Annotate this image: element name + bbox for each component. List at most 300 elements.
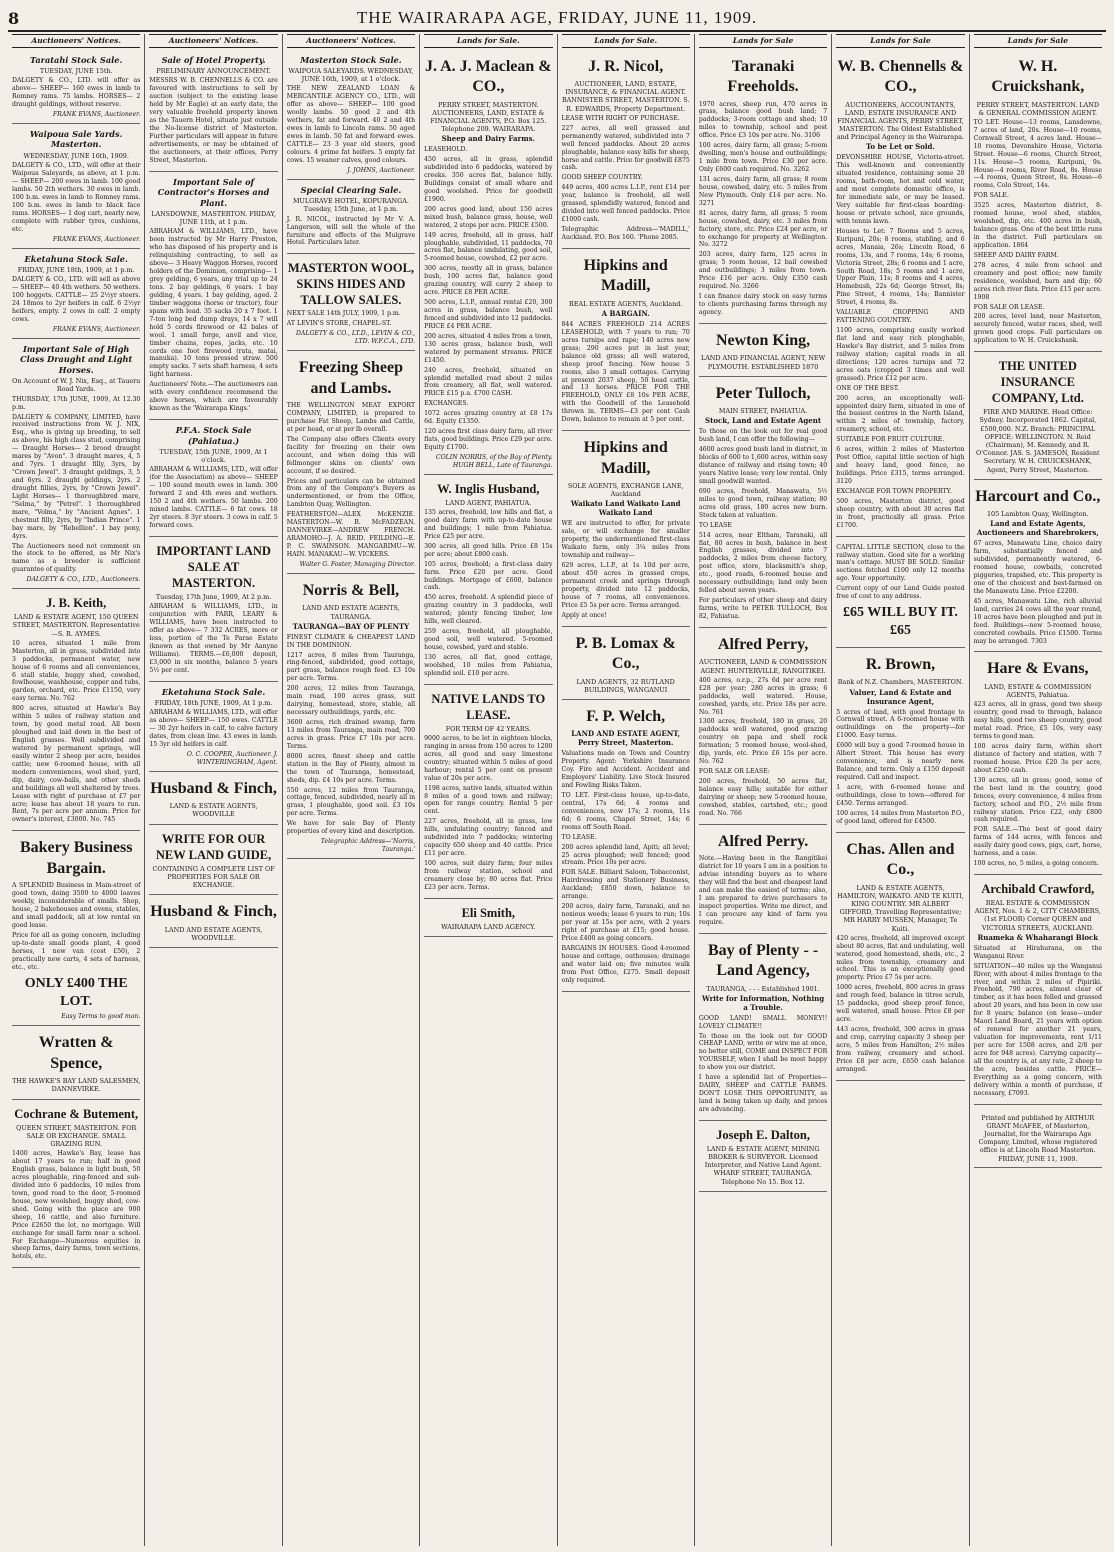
ad-paragraph: 130 acres, all in grass; good, some of the best land in the country, good fences, every convenience, 4 miles from factory, school and P.O., 2½ mile from railway station. Price £22, only £800 cash required. <box>973 776 1102 824</box>
ad-paragraph: 203 acres, dairy farm, 125 acres in grass; 5 room house, 12 bail cowshed and outbuildings; 3 miles from town. Price £16 per acre. Only £350 cash required. No. 3266 <box>698 251 828 291</box>
ad-subheading: LAND AND ESTATE AGENTS, TAURANGA. <box>302 604 400 621</box>
ad-heading: Newton King, <box>715 331 811 349</box>
ad-heading: Freezing Sheep and Lambs. <box>298 359 403 397</box>
advertisement <box>699 326 827 377</box>
ad-subheading: WAIRARAPA LAND AGENCY. <box>441 922 536 931</box>
ad-paragraph: Valuations made on Town and Country Property. Agent: Yorkshire Insurance Coy. Fire and Accident. Accident and Employers' Liability. Live Stock Insured and Fowling Risks Taken. <box>561 750 690 790</box>
ad-paragraph: 450 acres, freehold. A splendid piece of grazing country in 3 paddocks, well watered; plenty fencing timber, low hills, well cleared. <box>424 594 553 626</box>
ad-paragraph: 420 acres, freehold, all improved except about 80 acres, flat and undulating, well watered, good homestead, sheds, etc., 2 miles from township, creamery and school. This is an exceptionally good property. Price £7 5s per acre. <box>836 934 965 982</box>
ad-paragraph: TO LEASE. <box>561 833 597 841</box>
ad-heading: J. A. J. Maclean & CO., <box>424 57 552 96</box>
ad-heading: F. P. Welch, <box>586 707 666 725</box>
ad-paragraph: FINEST CLIMATE & CHEAPEST LAND IN THE DOMINION. <box>286 633 416 649</box>
ad-paragraph: 3525 acres, Masterton district, 8-roomed house, wool shed, stables, woolshed, dip, etc. 400 acres in bush, balance grass. One of the best little runs in the district. Full particulars on application. 1864 <box>973 202 1102 249</box>
advertisement <box>287 576 415 859</box>
advertisement <box>12 1028 140 1099</box>
ad-subheading: PERRY STREET, MASTERTON. AUCTIONEERS, LAND, ESTATE & FINANCIAL AGENTS, P.O. Box 125. Telephone 209. WAIRARAPA. <box>430 100 547 134</box>
advertisement <box>12 1102 140 1269</box>
advertisement <box>562 52 690 249</box>
ad-subheading: THE HAWKE'S BAY LAND SALESMEN, DANNEVIRKE. <box>12 1077 141 1094</box>
ad-subheading: MULGRAVE HOTEL, KOPURANGA. Tuesday, 15th June, at 1 p.m. <box>292 197 409 214</box>
ad-heading: Important Sale of Contractor's Horses and Plant. <box>157 176 270 208</box>
advertisement <box>836 539 964 648</box>
masthead <box>8 6 1106 32</box>
ad-paragraph: 450 acres, all in grass, splendid subdivided into 6 paddocks, watered by creeks. 350 acres flat, balance hilly. Buildings consist of small whare and good woolshed. Price for goodwill £1900. <box>424 156 553 203</box>
column-heading: Lands for Sale. <box>424 34 552 48</box>
ad-price-banner: ONLY £400 THE LOT. <box>24 975 128 1009</box>
advertisement <box>287 256 415 351</box>
column-heading: Lands for Sale <box>699 34 827 48</box>
ad-subheading: On Account of W. J. Nix, Esq., at Taueru Road Yards. <box>12 377 141 394</box>
ad-signature: O. C. COOPER, Auctioneer. J. WINTERINGHAM, Agent. <box>186 750 278 766</box>
ad-signature: Easy Terms to good man. <box>61 1013 141 1021</box>
ad-heading: Eketahuna Stock Sale. <box>24 253 128 264</box>
ad-bold-subheading: Waikato Land Waikato Land Waikato Land <box>570 499 681 518</box>
ad-heading: Bay of Plenty - - Land Agency, <box>707 941 819 980</box>
ad-subheading: CONTAINING A COMPLETE LIST OF PROPERTIES FOR SALE OR EXCHANGE. <box>152 864 275 889</box>
column-2 <box>145 34 282 1546</box>
ad-subheading: Bank of N.Z. Chambers, MASTERTON. <box>837 678 964 687</box>
ad-paragraph: 200 acres, situated 4 miles from a town, 130 acres grass, balance bush, well watered by permanent streams. PRICE £1450. <box>424 332 553 364</box>
ad-signature: FRANK EVANS, Auctioneer. <box>52 235 141 243</box>
ad-paragraph: 200 acres good land, about 150 acres mixed bush, balance grass, house, well watered, 2 stops per acre. PRICE £500. <box>424 205 553 229</box>
ad-signature: Telegraphic Address—'Norris, Tauranga.' <box>320 838 416 854</box>
ad-bold-subheading: LAND AND ESTATE AGENT, Perry Street, Masterton. <box>571 729 681 748</box>
ad-price-banner: £65 WILL BUY IT. £65 <box>842 605 958 639</box>
advertisement <box>699 827 827 934</box>
ad-paragraph: Prices and particulars can be obtained from any of the Company's Buyers as undermentioned, or from the Office, Lambton Quay, Wellington. <box>286 477 416 509</box>
imprint-footer: Printed and published by ARTHUR GRANT McAFEE, of Masterton, Journalist, for the Wairarapa Age Company, Limited, whose registered office is at Lincoln Road Masterton. FRIDAY, JUNE 11, 1909. <box>978 1113 1098 1163</box>
ad-paragraph: LEASEHOLD. <box>424 146 468 154</box>
ad-heading: Husband & Finch, <box>150 903 277 921</box>
advertisement <box>12 341 140 589</box>
ad-paragraph: 800 acres, situated at Hawke's Bay within 5 miles of railway station and town, by good metal road. All been ploughed and laid down in the best of English grasses. Well subdivided and watered by permanent springs, will easily winter 2 sheep per acre, besides cattle; new 6-roomed house, with all modern conveniences, wool shed, yard, dip, dairy, cow-bails, and other sheds and buildings all well sheltered by trees. Lease with right of purchase at £7 per acre; lease has about 18 years to run. Rent, 7s per acre per annum. Price for owner's interest, £3000. No. 745 <box>12 705 141 824</box>
advertisement <box>836 52 964 537</box>
ad-paragraph: 400 acres, o.r.p., 27s 6d per acre rent £28 per year; 280 acres in grass; 6 paddocks, well watered. House, cowshed, yards, etc. Price 18s per acre. No. 761 <box>698 676 828 716</box>
ad-heading: NATIVE LANDS TO LEASE. <box>431 691 546 722</box>
ad-subheading: LAND & ESTATE AGENT, MINING BROKER & SURVEYOR. Licensed Interpreter, and Native Land Agent. WHARF STREET, TAURANGA. Telephone No 15. Box 12. <box>704 1144 822 1186</box>
ad-paragraph: 1970 acres, sheep run, 470 acres in grass, balance good bush land; 7 paddocks; 3-room cottage and shed; 10 miles to township, school and post office. Price £3 10s per acre. No. 3106 <box>698 100 828 140</box>
ad-paragraph: The Auctioneers need not comment on the stock to be offered, as Mr Nix's name as a breeder is sufficient guarantee of quality. <box>12 542 141 574</box>
ad-heading: Hipkins and Madill, <box>583 439 668 477</box>
ad-subheading: Tuesday, 17th June, 1909, At 2 p.m. <box>155 592 272 601</box>
ad-subheading: TAURANGA, - - - Established 1901. <box>706 984 820 993</box>
advertisement <box>149 897 277 948</box>
ad-bold-subheading: Land and Estate Agents, Auctioneers and Sharebrokers, <box>976 519 1099 538</box>
ad-paragraph: Telegraphic Address—'MADILL,' Auckland. P.O. Box 160. 'Phone 2085. <box>561 226 690 241</box>
ad-paragraph: 100 acres, 14 miles from Masterton P.O., of good land, offered for £4500. <box>836 809 965 825</box>
ad-paragraph: 200 acres, dairy farm, Taranaki, and no noxious weeds; lease 6 years to run; 10s per year at 15s per acre, with 2 years right of purchase at £15; good house. Price £400 as going concern. <box>561 903 690 942</box>
ad-paragraph: 100 acres, dairy farm, all grass; 5-room dwelling, men's house and outbuildings; 1 mile from town. Price £30 per acre. Only £600 cash required. No. 3262 <box>698 142 828 174</box>
advertisement <box>836 650 964 833</box>
ad-paragraph: 259 acres, freehold, all ploughable, good soil, well watered. 5-roomed house, cowshed, yard and stable. <box>424 628 553 652</box>
ad-subheading: LAND & ESTATE AGENTS, WOODVILLE <box>169 802 258 819</box>
ad-paragraph: Auctioneers' Note.—The auctioneers can with every confidence recommend the above horses, which are favourably known as the 'Wairarapa Kings.' <box>149 381 278 413</box>
ad-paragraph: 100 acres, suit dairy farm; four miles from railway station, school and creamery close by; 80 acres flat. Price £23 per acre. Terms. <box>424 860 553 891</box>
ad-subheading: WAIPOUA SALEYARDS. WEDNESDAY, JUNE 16th, 1909, at 1 o'clock. <box>288 67 414 84</box>
advertisement <box>149 684 277 772</box>
ad-paragraph: 105 acres, freehold; a first-class dairy farm. Price £20 per acre. Good buildings. Mortgage of £600, balance cash. <box>424 560 553 592</box>
advertisement <box>149 539 277 682</box>
ad-subheading: LAND AND FINANCIAL AGENT, NEW PLYMOUTH. ESTABLISHED 1870 <box>700 354 826 371</box>
ad-paragraph: 200 acres, level land, near Masterton, securely fenced, water races, shed, well grown good crops. Full particulars on application to W. H. Cruickshank. <box>973 313 1102 345</box>
advertisement <box>699 936 827 1121</box>
advertisement <box>562 629 690 700</box>
advertisement <box>149 774 277 825</box>
ad-subheading: REAL ESTATE & COMMISSION AGENT, Nos. 1 & 2, CITY CHAMBERS, (1st FLOOR) Corner QUEEN and VICTORIA STREETS, AUCKLAND. <box>974 899 1101 932</box>
ad-paragraph: 1 acre, with 6-roomed house and outbuildings, close to town—offered for £450. Terms arranged. <box>836 783 965 807</box>
ad-bold-subheading: Sheep and Dairy Farms. <box>441 134 536 144</box>
ad-heading: J. B. Keith, <box>46 596 107 611</box>
advertisement <box>287 52 415 180</box>
ad-paragraph: A SPLENDID Business in Main-street of good town, doing 3500 to 4000 loaves weekly, inconsiderable of smalls. Shop, house, 2 bakehouses and ovens, stables, and small paddock, all at low rental on good lease. <box>12 882 141 929</box>
ad-subheading: LAND & ESTATE AGENT, 150 QUEEN STREET, MASTERTON. Representative—S. R. AYMES. <box>12 613 140 638</box>
ad-paragraph: To those on the look out for GOOD CHEAP LAND, write or wire me at once, no better still, COME and INSPECT FOR YOURSELF, when I shall be most happy to show you our district. <box>698 1032 828 1072</box>
column-7 <box>832 34 969 1546</box>
ad-paragraph: CAPITAL LITTLE SECTION, close to the railway station. Good site for a working man's cottage. MUST BE SOLD. Similar sections fetched £100 only 12 months ago. Your opportunity. <box>836 543 965 583</box>
ad-paragraph: 3600 acres, rich drained swamp, farm 13 miles from Tauranga, main road, 700 acres in grass. Price £7 10s per acre. Terms. <box>286 719 416 750</box>
ad-paragraph: DALGETY & COMPANY, LIMITED, have received instructions from W. J. NIX, Esq., who is giving up breeding, to sell as above, his high class stud, comprising— Draught Horses— 2 brood draught mares by "Avon". 3 draught mares, 4, 5 and 7yrs. 1 draught filly, 3yrs, by "Crown Jewel". 3 draught geldings, 3, 5 and 6yrs. 2 draught geldings, 2yrs. 2 draught fillies, 2yrs, by "Crown Jewel". Light Horses— 1 thoroughbred mare, "Selma," by "Petrel". 1 thoroughbred mare, "Volma," by "Ancient Agnes". 1 chestnut filly, 2yrs, by "Indian Prince". 1 bay mare, by "Rebellion". 1 bay pony, 4yrs. <box>12 413 141 540</box>
column-1 <box>8 34 145 1546</box>
ad-paragraph: ABRAHAM & WILLIAMS, LTD., have been instructed by Mr Harry Preston, who has disposed of his property and is relinquishing contracting, to sell as above— 3 Heavy Waggon Horses, record holders of the Dominion, comprising— 1 grey gelding, 6 years, any trial up to 24 tons. 2 bay geldings, 6 years. 1 bay gelding, 4 years. 1 bay gelding, aged. 2 timber waggons (horse or tractor), four spans with lead. 35 sacks 20 x 7 foot. 1 7-ton long bed dump drays, 14 x 7 will hold 5 cords firewood or 42 bales of wool. 1 small forge, anvil and vice, timber chains, ropes, jacks, etc. 10 cords one foot firewood (rata, matai, manuka). 10 tons pressed straw. 500 empty sacks. 7 sets shaft harness, 4 sets light harness. <box>149 228 278 379</box>
advertisement <box>974 354 1102 480</box>
ad-paragraph: DEVONSHIRE HOUSE, Victoria-street. This well-known and conveniently situated residence, containing some 20 rooms, bath-room, hot and cold water, and most complete domestic office, is for immediate sale, or may be leased. Very suitable for first-class boarding-house or private school, nice grounds, with tennis lawn. <box>836 154 965 225</box>
advertisement <box>562 433 690 626</box>
advertisement <box>149 52 277 172</box>
ad-paragraph: DALGETY & CO., LTD. will sell as above— SHEEP— 40 4th wethers. 50 wethers. 100 hoggets. CATTLE— 25 2½yr steers. 24 18mos to 2yr heifers in calf. 6 2½yr heifers, empty. 2 cows in calf. 2 empty cows. <box>12 276 141 323</box>
ad-paragraph: 200 acres, 12 miles from Tauranga, main road, 100 acres grass, suit dairying, homestead, store, stable, all necessary outbuildings, yards, etc. <box>286 685 416 717</box>
ad-paragraph: ONE OF THE BEST. <box>836 384 900 392</box>
ad-heading: P.F.A. Stock Sale (Pahiatua.) <box>175 425 252 446</box>
column-3 <box>283 34 420 1546</box>
ad-heading: W. Inglis Husband, <box>437 481 540 496</box>
ad-bold-subheading: Valuer, Land & Estate and Insurance Agent, <box>849 687 952 706</box>
ad-heading: P. B. Lomax & Co., <box>575 634 676 673</box>
advertisement <box>699 52 827 324</box>
ad-paragraph: FOR SALE OR LEASE. <box>973 303 1045 311</box>
column-5 <box>558 34 695 1546</box>
ad-signature: DALGETY & CO., LT.D., LEVIN & CO., LTD. W.F.C.A., LTD. <box>295 330 416 346</box>
advertisement <box>149 422 277 537</box>
ad-paragraph: 1000 acres, freehold, 800 acres in grass and rough feed, balance in titree scrub, 15 paddocks, good sheep proof fence, well watered, small house. Price £8 per acre. <box>836 984 965 1024</box>
ad-paragraph: BARGAINS IN HOUSES. Good 4-roomed house and cottage, outhouses; drainage and water laid on; five minutes walk from Post Office, £275. Small deposit only required. <box>561 944 690 984</box>
ad-paragraph: THURSDAY, 17th JUNE, 1909, At 12.30 p.m. <box>12 395 141 411</box>
ad-paragraph: 629 acres, L.I.P., at 1s 10d per acre, about 450 acres in grassed crops, permanent creek and springs through property, divided into 12 paddocks, house of 7 rooms, all conveniences. Price £5 5s per acre. Terms arranged. <box>561 562 690 609</box>
advertisement <box>699 630 827 825</box>
ad-signature: DALGETY & CO., LTD., Auctioneers. <box>26 576 141 584</box>
ad-subheading: QUEEN STREET, MASTERTON. FOR SALE OR EXCHANGE. SMALL GRAZING RUN. <box>16 1123 137 1149</box>
ad-paragraph: 844 ACRES FREEHOLD 214 ACRES LEASEHOLD, with 7 years to run; 70 acres turnips and rape; 140 acres new grass; 290 acres put in last year, balance old grass; all well watered, sheep proof fencing. New house 5 rooms, also 3 small cottages. Carrying at present 2037 sheep, 50 head cattle, and 13 horses. PRICE FOR THE FREEHOLD, ONLY £8 10s PER ACRE, with the Goodwill of the Leasehold thrown in. TERMS—£3 per cent Cash Down, balance to remain at 5 per cent. <box>561 320 690 424</box>
ad-paragraph: 200 acres splendid land, Apiti; all level; 25 acres ploughed; well fenced; good stream. Price 10s per acre. <box>561 843 690 867</box>
ad-paragraph: 690 acres, freehold, Manawatu, 5½ miles to good town, railway station; 80 acres old grass, 180 acres new burn. Stock taken at valuation. <box>698 487 828 519</box>
advertisement <box>12 833 140 1026</box>
ad-paragraph: 449 acres, 400 acres L.I.P., rent £14 per year, balance is freehold, all well grassed, splendidly watered, fenced and divided into well fenced paddocks. Price £1000 cash. <box>561 184 690 224</box>
ad-paragraph: FEATHERSTON—ALEX McKENZIE. MASTERTON—W. B. McFADZEAN. DANNEVIRKE—ANDREW FRENCH. ARAMOHO—J. A. REID. FEILDING—E. P. C. SWAINSON. MANGARIMU—W. HAIN. MANAKAU—W. VICKERS. <box>286 511 416 558</box>
ad-paragraph: 278 acres, 4 mile from school and creamery and post office; new family residence, woolshed, barn and dip; 60 acres rich river flats. Price £15 per acre. 1908 <box>973 261 1102 301</box>
ad-paragraph: 100 acres, no, 5 miles, a going concern. <box>973 860 1099 868</box>
ad-heading: Special Clearing Sale. <box>300 184 402 195</box>
ad-paragraph: 67 acres, Manawatu Line, choice dairy farm, substantially fenced and subdivided, permanently watered, 6-roomed house, cowbails, concreted piggeries, trapshed, etc. This property is one of the choicest and best-farmed on the Manawatu Line. Price £2200. <box>973 540 1102 595</box>
ad-subheading: FRIDAY, JUNE 18th, 1909, at 1 p.m. <box>17 266 135 275</box>
ad-paragraph: ABRAHAM & WILLIAMS, LTD., in conjunction with PARR, LEARY & WILLIAMS, have been instructed to offer as above— 7 332 ACRES, more or less, portion of the Te Parae Estate (known as that owned by Mr Aanyne Williams). TERMS.—£6,000 deposit, £3,000 in six months, balance 5 years 5½ per cent. <box>149 603 278 674</box>
ad-paragraph: DALGETY & CO., LTD. will offer as above— SHEEP— 160 ewes in lamb to Romney rams. 75 lambs. HORSES— 2 draught geldings, without reserve. <box>12 77 141 109</box>
ad-paragraph: WE are instructed to offer, for private sale, or will exchange for smaller property, the undermentioned first-class Waikato farm, only 3¼ miles from township and railway— <box>561 520 690 560</box>
ad-paragraph: To those on the look out for real good bush land, I can offer the following— <box>698 428 828 444</box>
ad-paragraph: 8000 acres, finest sheep and cattle station in the Bay of Plenty, almost in the town of Tauranga, homestead, sheds, dip. £4 10s per acre. Terms. <box>286 752 416 784</box>
ad-paragraph: 227 acres, all well grassed and permanently watered, subdivided into 7 well fenced paddocks. About 20 acres ploughable, balance easy hills for sheep, horse and cattle. Price for goodwill £875 cash. <box>561 124 690 172</box>
ad-paragraph: SUITABLE FOR FRUIT CULTURE. <box>836 436 945 444</box>
ad-paragraph: 6 acres, within 2 miles of Masterton Post Office, capital little section of high and heavy land, good fence, no buildings. Price £315, terms arranged. 3120 <box>836 446 965 485</box>
ad-paragraph: Houses to Let: 7 Rooms and 5 acres, Kuripuni, 20s; 8 rooms, stabling, and 6 acres, Manaia, 26s; Lincoln Road, 6 rooms, 13s, and 7 rooms, 14s; 6 rooms, Victoria Street, 28s; 6 rooms and 1 acre, South Road, 18s; 5 rooms and 1 acre, Upper Plain, 11s; 8 rooms and 4 acres, Homebush, 22s 6d; George Street, 8s; Pine Street, 4 rooms, 14s; Bannister Street, 4 rooms, 8s. <box>836 227 965 307</box>
ad-heading: MASTERTON WOOL, SKINS HIDES AND TALLOW SALES. <box>287 261 415 308</box>
ad-subheading: FRIDAY, 18th JUNE, 1909, At 1 p.m. <box>154 699 273 708</box>
ad-paragraph: 45 acres, Manawatu Line, rich alluvial land, carries 24 cows all the year round, 10 acres have been ploughed and put in feed. Buildings—new 5-roomed house, concreted cowbails. Price £1500. Terms may be arranged. 7303 <box>973 597 1102 645</box>
ad-paragraph: 240 acres, freehold, situated on splendid metalled road about 2 miles from creamery, all flat, well watered. PRICE £15 p.a. £700 CASH. <box>424 366 553 398</box>
advertisement <box>974 482 1102 653</box>
ad-paragraph: 135 acres, freehold, low hills and flat, a good dairy farm with up-to-date house and buildings; 1 mile from Pahiatua. Price £25 per acre. <box>424 509 553 540</box>
advertisement <box>974 1107 1102 1168</box>
ad-paragraph: 1217 acres, 8 miles from Tauranga, ring-fenced, subdivided, good cottage, part grass, balance rough feed. £3 10s per acre. Terms. <box>286 651 416 683</box>
ad-paragraph: TO LET. First-class house, up-to-date, central, 17s 6d; 4 rooms and conveniences, now 17s; 2 rooms, 11s 6d; 6 rooms, Chapel Street, 14s; 6 rooms off South Road. <box>561 791 690 831</box>
advertisement <box>12 591 140 831</box>
ad-subheading: TUESDAY, JUNE 15th. <box>39 67 113 76</box>
ad-paragraph: ABRAHAM & WILLIAMS, LTD., will offer as above— SHEEP— 150 ewes. CATTLE— 30 2yr heifers in calf, to calve factory dates, from clean line. 43 ewes in lamb. 15 3yr old heifers in calf. <box>149 709 278 748</box>
ad-paragraph: ABRAHAM & WILLIAMS, LTD., will offer (for the Association) as above— SHEEP— 100 sound mouth ewes in lamb. 300 forward 2 and 4th ewes and wethers. 150 2 and 4th wethers. 50 lambs. 200 mixed lambs. CATTLE— 6 fat cows. 18 2yr steers. 8 3yr steers. 3 cows in calf. 5 forward cows. <box>149 466 278 529</box>
ad-subheading: WEDNESDAY, JUNE 16th, 1909. <box>23 151 129 160</box>
ad-subheading: FIRE AND MARINE. Head Office: Sydney. Incorporated 1862. Capital, £500,000. N.Z. Branch: PRINCIPAL OFFICE: WELLINGTON. N. Reid (Chairman), M. Kennedy, and R. O'Connor. JAS. S. JAMESON, Resident Secretary. W. H. CRUICKSHANK, Agent, Perry Street, Masterton. <box>976 408 1100 474</box>
ad-bold-subheading: Write for Information, Nothing a Trouble. <box>702 993 825 1012</box>
ad-paragraph: I have a splendid list of Properties—DAIRY, SHEEP and CATTLE FARMS. DON'T LOSE THIS OPPORTUNITY, as land is being taken up daily, and prices are advancing. <box>698 1074 828 1113</box>
ad-paragraph: 300 acres, all good hills. Price £8 15s per acre; about £800 cash. <box>424 542 553 558</box>
ad-signature: FRANK EVANS, Auctioneer. <box>52 325 141 333</box>
ad-paragraph: 1072 acres grazing country at £8 17s 6d. Equity £1350. <box>424 410 553 426</box>
advertisement <box>424 901 552 937</box>
ad-paragraph: I can finance dairy stock on easy terms to clients purchasing farms through my agency. <box>698 293 828 316</box>
ad-bold-subheading: Stock, Land and Estate Agent <box>705 416 822 426</box>
advertisement <box>836 835 964 1081</box>
ad-heading: WRITE FOR OUR NEW LAND GUIDE, <box>155 831 272 862</box>
advertisement <box>699 379 827 628</box>
ad-heading: Eketahuna Stock Sale. <box>161 686 266 697</box>
ad-paragraph: TO LET. House—13 rooms, Lansdowne, 7 acres of land, 20s. House—10 rooms, Cornwall Street, 4 acres land. House—10 rooms, Devonshire House, Victoria Street. House—6 rooms, Church Street, 11s. House—5 rooms, Kuripuni, 9s. House—4 rooms, River Road, 8s. House—4 rooms, Queen Street, 8s. House—6 rooms, Colo Street, 14s. <box>973 118 1102 190</box>
column-heading: Auctioneers' Notices. <box>287 34 415 48</box>
ad-heading: IMPORTANT LAND SALE AT MASTERTON. <box>156 543 271 590</box>
ad-heading: Hipkins and Madill, <box>583 256 668 295</box>
advertisement <box>12 52 140 124</box>
ad-bold-subheading: TAURANGA—BAY OF PLENTY <box>292 621 410 631</box>
ad-paragraph: 120 acres first class dairy farm, all river flats, good buildings. Price £29 per acre. Equity £1700. <box>424 428 553 452</box>
ad-paragraph: 5 acres of land, with good frontage to Cornwall street. A 6-roomed house with outbuildings on the property—for £1000. Easy terms. <box>836 708 965 740</box>
ad-paragraph: 200 acres, freehold, 50 acres flat, balance easy hills; suitable for either dairying or sheep; new 5-roomed house, cowshed, stables, cartshed, etc.; good road. No. 766 <box>698 778 828 817</box>
ad-paragraph: VALUABLE CROPPING AND FATTENING COUNTRY. <box>836 309 965 325</box>
ad-paragraph: 131 acres, dairy farm, all grass; 8 room house, cowshed, dairy, etc. 5 miles from New Plymouth. Only £14 per acre. No. 3271 <box>698 175 828 207</box>
ad-subheading: TUESDAY, 15th JUNE, 1909, At 1 o'clock. <box>159 448 268 465</box>
column-heading: Lands for Sale <box>836 34 964 48</box>
column-8 <box>970 34 1106 1546</box>
ad-heading: Important Sale of High Class Draught and Light Horses. <box>20 343 133 375</box>
ad-paragraph: LEASE WITH RIGHT OF PURCHASE. <box>561 114 680 122</box>
column-heading: Lands for Sale. <box>562 34 690 48</box>
ad-paragraph: 10 acres, situated 1 mile from Masterton, all in grass, subdivided into 3 paddocks, permanent water, new house of 6 rooms and all conveniences, 6 stall stable, buggy shed, cowshed, fowlhouse, washhouse, copper and tubs, garden, orchard, etc. Price £1150, very easy terms. No. 762 <box>12 639 141 703</box>
column-heading: Auctioneers' Notices. <box>149 34 277 48</box>
ad-subheading: REAL ESTATE AGENTS, Auckland. <box>569 299 683 308</box>
ad-signature: J. JOHNS, Auctioneer. <box>347 166 416 174</box>
advertisement <box>287 353 415 574</box>
ad-paragraph: GOOD LAND! SMALL MONEY!! LOVELY CLIMATE!! <box>698 1014 828 1030</box>
ad-heading: Chas. Allen and Co., <box>846 840 955 879</box>
ad-paragraph: £600 will buy a good 7-roomed house in Albert Street. This house has every convenience, and is nearly new. Balance, and term. Only a £150 deposit required. Call and inspect. <box>836 742 965 782</box>
ad-heading: Archibald Crawford, <box>981 882 1095 897</box>
page-number: 8 <box>8 8 20 28</box>
ad-paragraph: 1400 acres, Hawke's Bay, lease has about 17 years to run; half in good English grass, balance in light bush, 50 acres ploughable, ring-fenced and sub-divided into 6 paddocks, 10 miles from town, good road to the door, 5-roomed house, new woolshed, buggy shed, cow-shed. Going with the place are 900 sheep, 16 cattle, and also furniture. Price £2650 the lot, no mortgage. Will exchange for small farm near a school. For Exchange—Numerous equities in sheep farms, dairy farms, town sections, hotels, etc. <box>12 1150 141 1261</box>
ad-paragraph: NEXT SALE 14th JULY, 1909, 1 p.m. <box>286 310 401 318</box>
ad-subheading: LAND AGENTS, 32 RUTLAND BUILDINGS, WANGANUI <box>576 677 675 694</box>
ad-bold-subheading: Ruameka & Whaharangi Block <box>977 932 1099 942</box>
ad-heading: Taratahi Stock Sale. <box>30 54 123 65</box>
ad-paragraph: 81 acres, dairy farm, all grass; 5 room house, cowshed, dairy, etc. 3 miles from factory, store, etc. Price £24 per acre, or to exchange for property at Wellington. No. 3272 <box>698 209 828 249</box>
ad-subheading: LAND & ESTATE AGENTS, HAMILTON, WAIKATO. AND TE KUITI, KING COUNTRY. MR ALBERT GIFFORD, Travelling Representative; MR HARRY MUSSEN, Manager, Te Kuiti. <box>837 883 964 933</box>
ad-paragraph: 423 acres, all in grass, good two sheep country, good road to through, balance easy hills, good two sheep country, good metal road. Price, £5 10s, very easy terms to good man. <box>973 701 1102 741</box>
column-heading: Lands for Sale <box>974 34 1102 48</box>
ad-heading: R. Brown, <box>865 655 936 673</box>
ad-paragraph: FOR SALE. Billiard Saloon, Tobacconist, Hairdressing and Stationery Business, Auckland; £850 down, balance to arrange. <box>561 869 690 901</box>
ad-paragraph: 1198 acres, native lands, situated within 8 miles of a good town and railway; open for range country. Rental 5 per cent. <box>424 784 553 816</box>
ad-paragraph: Note.—Having been in the Rangitikei district for 10 years I am in a position to advise intending buyers as to where they will find the best and cheapest land and can make the easiest of terms; also, I am prepared to drive purchasers to inspect properties. Write me direct, and I can procure any kind of farm you require. <box>698 855 828 926</box>
ad-paragraph: For particulars of other sheep and dairy farms, write to PETER TULLOCH, Box 82, Pahiatua. <box>698 597 828 620</box>
ad-heading: Norris & Bell, <box>302 581 400 599</box>
ad-paragraph: MESSRS W. B. CHENNELLS & CO. are favoured with instructions to sell by auction (subject to the existing lease held by Mr Eagle) at an early date, the very valuable freehold property known as the Tauern Hotel, situate just outside the No-license district of Masterton. Further particulars will appear in future advertisements, or may be obtained of the auctioneers, at their offices, Perry Street, Masterton. <box>149 77 278 164</box>
ad-paragraph: FOR SALE. <box>973 192 1009 200</box>
column-heading: Auctioneers' Notices. <box>12 34 140 48</box>
ad-heading: Sale of Hotel Property. <box>161 54 266 65</box>
ad-paragraph: THE WELLINGTON MEAT EXPORT COMPANY, LIMITED, is prepared to purchase Fat Sheep, Lambs and Cattle, at per head, or at per lb overall. <box>286 402 416 433</box>
ad-paragraph: Situated at Hirahurana, on the Wanganui River. <box>973 944 1102 960</box>
advertisement <box>699 1123 827 1192</box>
ad-paragraph: TO LEASE <box>698 521 732 529</box>
ad-subheading: LAND, ESTATE & COMMISSION AGENTS, Pahiatua. <box>984 682 1092 700</box>
ad-subheading: FOR TERM OF 42 YEARS. <box>445 724 531 733</box>
ad-paragraph: 500 acres, L.I.P., annual rental £20, 300 acres in grass, balance bush, well fenced and subdivided into 12 paddocks. PRICE £4 PER ACRE. <box>424 299 553 330</box>
ad-paragraph: 514 acres, near Eltham, Taranaki, all flat, 80 acres in bush, balance in best English grasses, divided into 7 paddocks, 2 miles from cheese factory, post office, store, blacksmith's shop, etc., good roads, 6-roomed house and necessary outbuildings; land only been felled about seven years. <box>698 531 828 595</box>
ad-paragraph: 443 acres, freehold, 300 acres in grass and crop, carrying capacity 3 sheep per acre, 5 miles from Hamilton; 2½ miles from railway, creamery and school. Price £8 per acre, £650 cash balance arranged. <box>836 1026 965 1073</box>
columns <box>8 34 1106 1546</box>
advertisement <box>287 182 415 255</box>
ad-paragraph: DALGETY & CO., LTD., will offer at their Waipoua Saleyards, as above, at 1 p.m.— SHEEP— 200 ewes in lamb. 100 good lambs. 50 2th wethers. 30 ewes in lamb. 100 b.m. ewes in lamb to Romney rams. 100 b.m. ewes in lamb to black face rams. HORSES— 1 dog cart, nearly new, complete with rubber tyres, cushions, etc. <box>12 162 141 233</box>
ad-bold-subheading: To be Let or Sold. <box>866 142 935 152</box>
ad-heading: W. B. Chennells & CO., <box>837 57 964 96</box>
ad-signature: Walter G. Foster, Managing Director. <box>299 560 416 568</box>
advertisement <box>562 702 690 992</box>
advertisement <box>424 687 552 899</box>
ad-heading: Waipoua Sale Yards. Masterton. <box>29 128 123 150</box>
ad-heading: Husband & Finch, <box>150 779 277 797</box>
ad-subheading: AUCTIONEERS, ACCOUNTANTS, LAND, ESTATE INSURANCE AND FINANCIAL AGENTS, PERRY STREET, MASTERTON. The Oldest Established and Principal Agency in the Wairarapa. <box>836 100 965 142</box>
ad-subheading: LAND AGENT, PAHIATUA. <box>445 498 532 507</box>
ad-paragraph: THE NEW ZEALAND LOAN & MERCANTILE AGENCY CO., LTD., will offer as above— SHEEP— 100 good woolly lambs. 50 good 2 and 4th wethers, fat and forward. 40 2 and 4th ewes in lamb to Lincoln rams. 50 aged ewes in lamb. 50 fat and forward ewes. CATTLE— 23 3 year old steers, good colours. 4 prime fat heifers. 5 empty fat cows. 15 weaner calves, good colours. <box>286 85 416 164</box>
ad-subheading: AUCTIONEER, LAND, ESTATE, INSURANCE, & FINANCIAL AGENT. BANNISTER STREET, MASTERTON. S. R. EDWARDS, Property Department. <box>561 80 690 113</box>
advertisement <box>974 877 1102 1105</box>
ad-heading: Joseph E. Dalton, <box>716 1127 810 1142</box>
ad-heading: Peter Tulloch, <box>715 384 811 402</box>
newspaper-title: THE WAIRARAPA AGE, FRIDAY, JUNE 11, 1909. <box>356 8 758 27</box>
advertisement <box>12 126 140 249</box>
ad-heading: J. R. Nicol, <box>588 57 664 75</box>
column-4 <box>420 34 557 1546</box>
ad-heading: Wratten & Spence, <box>38 1034 114 1072</box>
ad-paragraph: EXCHANGES. <box>424 400 469 408</box>
advertisement <box>974 52 1102 353</box>
ad-paragraph: 300 acres, mostly all in grass, balance bush, 100 acres flat, balance good grazing country, will carry 2 sheep to acre. PRICE £8 PER ACRE. <box>424 265 553 297</box>
ad-paragraph: 149 acres, freehold, all in grass, half ploughable, subdivided, 11 paddocks, 70 acres flat, balance undulating, good soil, 5-roomed house, cowshed, £2 per acre. <box>424 231 553 263</box>
ad-paragraph: Price for all as going concern, including up-to-date small goods plant, 4 good horses, 1 new van (cost £50), 2 practically new carts, 4 sets of harness, etc., etc. <box>12 931 141 971</box>
ad-paragraph: 4600 acres good bush land in district, in blocks of 600 to 1,600 acres, within easy distance of railway and rising town; 40 years Native lease; very low rental. Only small goodwill wanted. <box>698 446 828 485</box>
ad-subheading: 105 Lambton Quay, Wellington. <box>986 510 1089 519</box>
ad-heading: Cochrane & Butement, <box>14 1106 139 1121</box>
ad-heading: Bakery Business Bargain. <box>19 839 133 877</box>
advertisement <box>424 477 552 685</box>
ad-paragraph: We have for sale Bay of Plenty properties of every kind and description. <box>286 820 416 836</box>
ad-heading: Taranaki Freeholds. <box>727 57 799 96</box>
ad-paragraph: EXCHANGE FOR TOWN PROPERTY. <box>836 487 952 495</box>
ad-signature: COLIN NORRIS, of the Bay of Plenty. HUGH BELL, Late of Tauranga. <box>435 453 553 469</box>
ad-paragraph: Apply at once! <box>561 611 607 619</box>
ad-paragraph: 500 acres, Masterton district, good sheep country, with about 30 acres flat in front, practically all grass. Price £1700. <box>836 497 965 529</box>
ad-paragraph: SHEEP AND DAIRY FARM. <box>973 251 1059 259</box>
ad-heading: Alfred Perry, <box>717 635 809 653</box>
ad-heading: Hare & Evans, <box>987 660 1089 678</box>
ad-paragraph: GOOD SHEEP COUNTRY. <box>561 174 643 182</box>
ad-subheading: LANSDOWNE, MASTERTON. FRIDAY, JUNE 11th, at 1 p.m. <box>151 210 276 227</box>
ad-paragraph: Current copy of our Land Guide posted free of cost to any address. <box>836 585 965 601</box>
ad-paragraph: 227 acres, freehold, all in grass, low hills, undulating country; fenced and subdivided into 7 paddocks; wintering capacity 650 sheep and 40 cattle. Price £11 per acre. <box>424 818 553 858</box>
ad-subheading: AUCTIONEER, LAND & COMMISSION AGENT. HUNTERVILLE, RANGITIKEI. <box>699 658 827 675</box>
ad-heading: Eli Smith, <box>461 905 516 920</box>
ad-paragraph: J. R. NICOL, instructed by Mr V. A. Langerson, will sell the whole of the furniture and effects of the Mulgrave Hotel. Particulars later. <box>286 215 416 247</box>
ad-bold-subheading: A BARGAIN. <box>601 309 650 318</box>
ad-paragraph: SITUATION—40 miles up the Wanganui River, with about 4 miles frontage to the river, and within 2 miles of Pipiriki. Freehold, 790 acres, almost clear of timber, as it has been felled and grassed about 20 years, and has been in cow use for 8 years; balance (on lease—under Maori Land Board, 21 years with option of renewal for another 21 years, valuation for improvements, rent 1/11 per acre for 1508 acres, and 2/8 per acre for 948 acres). Carrying capacity—all the country is, at any rate, 2 sheep to the acre, besides cattle. PRICE—Everything as a going concern, with delivery within a month of purchase, if necessary, £7093. <box>973 962 1102 1097</box>
advertisement <box>12 251 140 339</box>
ad-heading: Harcourt and Co., <box>975 487 1101 505</box>
advertisement <box>562 251 690 431</box>
advertisement <box>149 827 277 896</box>
ad-paragraph: 130 acres, all flat, good cottage, woolshed, 10 miles from Pahiatua, splendid soil. £10 per acre. <box>424 653 553 677</box>
advertisement <box>974 654 1102 875</box>
ad-paragraph: 1300 acres, freehold, 180 in grass, 20 paddocks well watered, good grazing country on papa and shell rock formation; 5 roomed house, wool-shed, dip, yards, etc. Price £6 15s per acre. No. 762 <box>698 718 828 766</box>
advertisement <box>424 52 552 475</box>
ad-paragraph: The Company also offers Clients every facility for freezing on their own account, and when doing this will fellmonger skins on clients' own account, if so desired. <box>286 435 416 475</box>
ad-subheading: PERRY STREET, MASTERTON. LAND & GENERAL COMMISSION AGENT. <box>976 100 1099 117</box>
ad-subheading: PRELIMINARY ANNOUNCEMENT. <box>156 67 271 76</box>
ad-paragraph: 100 acres dairy farm, within short distance of factory and station, with 7 roomed house. Price £20 3s per acre, about £250 cash. <box>973 743 1102 774</box>
ad-heading: W. H. Cruickshank, <box>991 57 1085 96</box>
ad-subheading: MAIN STREET, PAHIATUA. <box>718 407 808 416</box>
ad-subheading: SOLE AGENTS, EXCHANGE LANE, Auckland <box>567 482 684 499</box>
ad-paragraph: 550 acres, 12 miles from Tauranga, cottage, fenced, subdivided, nearly all in grass, 1 ploughable, good soil. £3 10s per acre. Terms. <box>286 786 416 818</box>
ad-subheading: LAND AND ESTATE AGENTS, WOODVILLE. <box>164 925 263 942</box>
ad-heading: Alfred Perry. <box>717 832 809 850</box>
ad-paragraph: FOR SALE.—The best of good dairy farms of 144 acres, with fences and easily dairy good cows, pigs, cart, horse, harness, and a case. <box>973 826 1102 858</box>
ad-paragraph: 9000 acres, to be let in eighteen blocks, ranging in areas from 150 acres to 1200 acres, all good and easy limestone country; situated within 5 miles of good harbour; rental 5 per cent on present value of 20s per acre. <box>424 734 553 782</box>
ad-heading: Masterton Stock Sale. <box>300 54 402 65</box>
ad-paragraph: AT LEVIN'S STORE, CHAPEL-ST. <box>286 320 392 328</box>
advertisement <box>149 174 277 420</box>
ad-heading: THE UNITED INSURANCE COMPANY, Ltd. <box>991 359 1084 406</box>
column-6 <box>695 34 832 1546</box>
ad-paragraph: 1100 acres, comprising easily worked flat land and easy rich ploughable, Hawke's Bay district, and 5 miles from railway station; capital roads in all directions; 120 acres turnips and 72 acres oats (cropped 3 times and well grassed). Price £12 per acre. <box>836 327 965 382</box>
ad-paragraph: FOR SALE OR LEASE: <box>698 768 770 776</box>
ad-signature: FRANK EVANS, Auctioneer. <box>52 111 141 119</box>
ad-paragraph: 200 acres, an exceptionally well-appointed dairy farm, situated in one of the busiest centres in the North Island, within 2 miles of township, factory, creamery, school, etc. <box>836 394 965 434</box>
